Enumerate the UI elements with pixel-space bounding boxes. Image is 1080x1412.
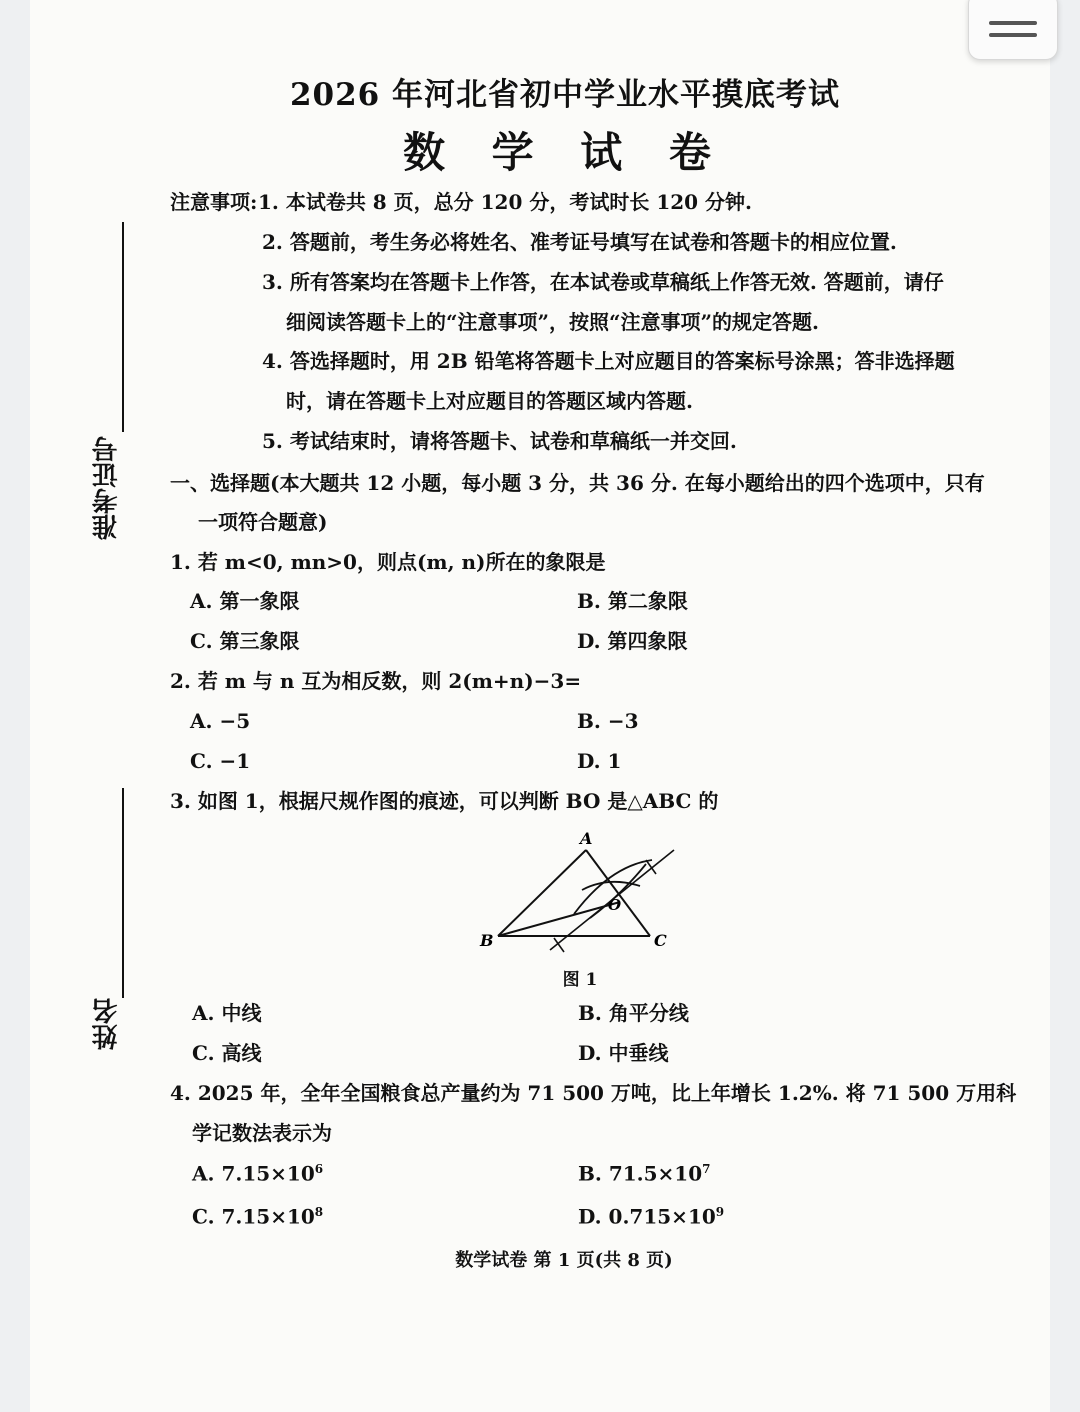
subject-title: 数 学 试 卷 xyxy=(403,128,727,177)
figure-caption: 图 1 xyxy=(562,970,598,990)
q4-option-c-base: C. 7.15×10 xyxy=(192,1204,315,1229)
q4-option-b xyxy=(578,1163,711,1184)
notice-item-1: 1. 本试卷共 8 页，总分 120 分，考试时长 120 分钟. xyxy=(258,190,752,214)
q4-option-b-exp: 7 xyxy=(702,1162,711,1176)
exam-id-underline xyxy=(122,222,124,432)
notice-item-4: 4. 答选择题时，用 2B 铅笔将答题卡上对应题目的答案标号涂黑；答非选择题 xyxy=(262,349,955,373)
q3-option-a: A. 中线 xyxy=(192,1001,262,1025)
label-b: B xyxy=(480,931,494,950)
hamburger-icon-bar xyxy=(989,33,1037,37)
q2-option-b: B. −3 xyxy=(577,709,639,733)
q4-option-c xyxy=(192,1206,323,1227)
question-1-stem: 1. 若 m<0, mn>0，则点(m, n)所在的象限是 xyxy=(170,550,606,574)
notice-item-4-cont: 时，请在答题卡上对应题目的答题区域内答题. xyxy=(286,389,693,413)
hamburger-icon xyxy=(989,21,1037,25)
q2-option-c: C. −1 xyxy=(190,749,251,773)
page-footer: 数学试卷 第 1 页(共 8 页) xyxy=(455,1250,673,1271)
section-heading-cont: 一项符合题意) xyxy=(198,510,328,534)
q4-option-a-base: A. 7.15×10 xyxy=(192,1161,315,1186)
notice-item-3: 3. 所有答案均在答题卡上作答，在本试卷或草稿纸上作答无效. 答题前，请仔 xyxy=(262,270,944,294)
label-o: O xyxy=(608,896,622,914)
q4-option-d-exp: 9 xyxy=(715,1205,725,1219)
notice-item-2: 2. 答题前，考生务必将姓名、准考证号填写在试卷和答题卡的相应位置. xyxy=(262,230,897,254)
label-a: A xyxy=(580,829,593,848)
notice-label: 注意事项: xyxy=(170,190,258,214)
q4-option-c-exp: 8 xyxy=(314,1205,324,1219)
question-2-stem: 2. 若 m 与 n 互为相反数，则 2(m+n)−3= xyxy=(170,669,582,693)
question-3-stem: 3. 如图 1，根据尺规作图的痕迹，可以判断 BO 是△ABC 的 xyxy=(170,789,719,813)
name-underline xyxy=(122,788,124,998)
q4-option-a xyxy=(192,1163,323,1184)
q3-option-d: D. 中垂线 xyxy=(578,1041,669,1065)
q1-option-c: C. 第三象限 xyxy=(190,629,300,653)
name-label: 姓名 xyxy=(92,998,122,1050)
q4-option-d xyxy=(578,1206,724,1227)
q2-option-a: A. −5 xyxy=(190,709,251,733)
q1-option-d: D. 第四象限 xyxy=(577,629,688,653)
q4-option-d-base: D. 0.715×10 xyxy=(578,1204,716,1229)
notice-item-3-cont: 细阅读答题卡上的“注意事项”，按照“注意事项”的规定答题. xyxy=(286,310,819,334)
question-4-stem-cont: 学记数法表示为 xyxy=(192,1121,332,1145)
q4-option-a-exp: 6 xyxy=(314,1162,324,1176)
q2-option-d: D. 1 xyxy=(577,749,622,773)
q1-option-b: B. 第二象限 xyxy=(577,589,688,613)
notice-item-5: 5. 考试结束时，请将答题卡、试卷和草稿纸一并交回. xyxy=(262,429,737,453)
q4-option-b-base: B. 71.5×10 xyxy=(578,1161,703,1186)
exam-id-label: 准考证号 xyxy=(92,436,122,540)
question-4-stem: 4. 2025 年，全年全国粮食总产量约为 71 500 万吨，比上年增长 1.2%. 将 71 500 万用科 xyxy=(170,1081,1017,1105)
q1-option-a: A. 第一象限 xyxy=(190,589,300,613)
q3-option-c: C. 高线 xyxy=(192,1041,262,1065)
label-c: C xyxy=(654,931,667,950)
q3-option-b: B. 角平分线 xyxy=(578,1001,689,1025)
section-heading: 一、选择题(本大题共 12 小题，每小题 3 分，共 36 分. 在每小题给出的四个选项中，只有 xyxy=(170,471,985,495)
exam-title: 2026 年河北省初中学业水平摸底考试 xyxy=(289,77,841,113)
figure-1-triangle xyxy=(470,826,690,956)
menu-button[interactable] xyxy=(968,0,1058,60)
